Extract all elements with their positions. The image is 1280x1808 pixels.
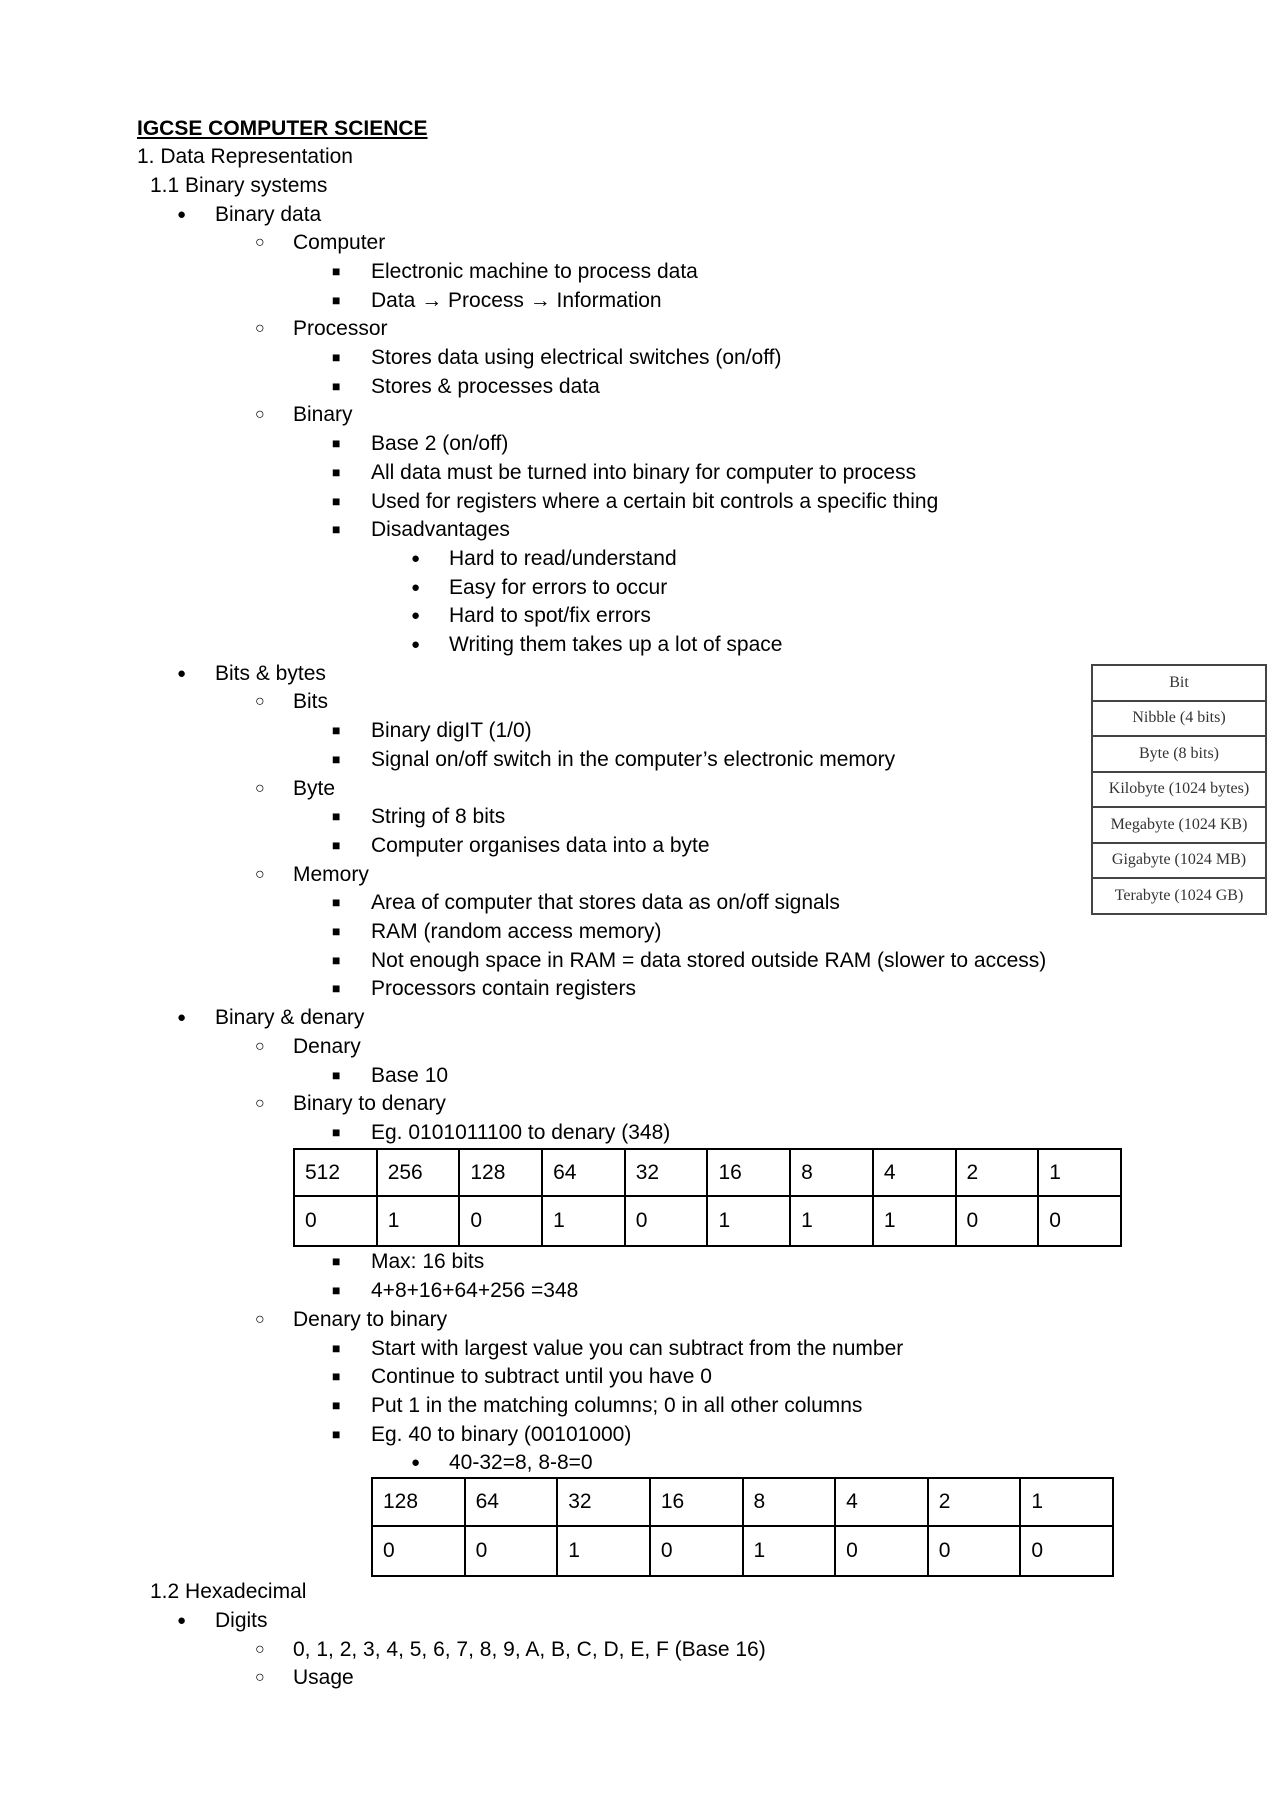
bullet-square bbox=[332, 918, 340, 947]
table-cell: 0 bbox=[294, 1196, 377, 1246]
bullet-disc bbox=[411, 545, 420, 575]
section-heading: 1. Data Representation bbox=[137, 145, 353, 168]
bullet-square bbox=[332, 287, 340, 316]
bullet-square bbox=[332, 516, 340, 545]
subsection-heading: 1.1 Binary systems bbox=[150, 174, 328, 197]
table-cell: 0 bbox=[625, 1196, 708, 1246]
list-item: Eg. 0101011100 to denary (348) bbox=[371, 1121, 671, 1144]
table-cell: 1 bbox=[1038, 1149, 1121, 1196]
bullet-square bbox=[332, 459, 340, 488]
list-item-bits-bytes: Bits & bytes bbox=[215, 662, 326, 685]
list-item: Area of computer that stores data as on/off signals bbox=[371, 891, 840, 914]
list-item-binary: Binary bbox=[293, 403, 353, 426]
list-item-computer: Computer bbox=[293, 231, 386, 254]
list-item: Eg. 40 to binary (00101000) bbox=[371, 1423, 632, 1446]
list-item: Signal on/off switch in the computer’s electronic memory bbox=[371, 748, 896, 771]
list-item-binary-data: Binary data bbox=[215, 203, 322, 226]
table-cell: 0 bbox=[650, 1526, 743, 1576]
bullet-circle bbox=[255, 229, 265, 259]
list-item: 40-32=8, 8-8=0 bbox=[449, 1451, 593, 1474]
bullet-square bbox=[332, 947, 340, 976]
table-cell: 0 bbox=[928, 1526, 1021, 1576]
bullet-square bbox=[332, 488, 340, 517]
list-item-bits: Bits bbox=[293, 690, 329, 713]
bullet-disc bbox=[411, 1449, 420, 1479]
list-item-binary-denary: Binary & denary bbox=[215, 1006, 365, 1029]
table-cell: 8 bbox=[790, 1149, 873, 1196]
unit-cell: Kilobyte (1024 bytes) bbox=[1092, 772, 1266, 808]
bullet-square bbox=[332, 717, 340, 746]
bullet-square bbox=[332, 1392, 340, 1421]
list-item: Data → Process → Information bbox=[371, 289, 662, 312]
table-cell: 1 bbox=[873, 1196, 956, 1246]
list-item: RAM (random access memory) bbox=[371, 920, 662, 943]
unit-cell: Gigabyte (1024 MB) bbox=[1092, 843, 1266, 879]
bullet-circle bbox=[255, 775, 265, 805]
list-item: Not enough space in RAM = data stored outside RAM (slower to access) bbox=[371, 949, 1047, 972]
list-item: Stores & processes data bbox=[371, 375, 600, 398]
list-item: String of 8 bits bbox=[371, 805, 506, 828]
bullet-disc bbox=[411, 602, 420, 632]
bullet-square bbox=[332, 1363, 340, 1392]
bullet-square bbox=[332, 1119, 340, 1148]
table-cell: 1 bbox=[1020, 1478, 1113, 1526]
unit-cell: Byte (8 bits) bbox=[1092, 736, 1266, 772]
bullet-square bbox=[332, 1421, 340, 1450]
unit-cell: Bit bbox=[1092, 665, 1266, 701]
bullet-circle bbox=[255, 1636, 265, 1666]
table-cell: 32 bbox=[625, 1149, 708, 1196]
table-cell: 0 bbox=[956, 1196, 1039, 1246]
list-item: Hard to spot/fix errors bbox=[449, 604, 651, 627]
table-cell: 1 bbox=[377, 1196, 460, 1246]
table-cell: 128 bbox=[459, 1149, 542, 1196]
list-item: All data must be turned into binary for computer to process bbox=[371, 461, 917, 484]
subsection-heading: 1.2 Hexadecimal bbox=[150, 1580, 307, 1603]
list-item: Binary digIT (1/0) bbox=[371, 719, 532, 742]
list-item-processor: Processor bbox=[293, 317, 388, 340]
bullet-disc bbox=[411, 631, 420, 661]
list-item-denary: Denary bbox=[293, 1035, 361, 1058]
list-item: Stores data using electrical switches (on/off) bbox=[371, 346, 782, 369]
bullet-circle bbox=[255, 315, 265, 345]
bullet-square bbox=[332, 1062, 340, 1091]
bullet-disc bbox=[177, 201, 186, 231]
list-item-digits: Digits bbox=[215, 1609, 268, 1632]
binary-to-denary-table bbox=[293, 1148, 1122, 1247]
bullet-square bbox=[332, 373, 340, 402]
table-cell: 0 bbox=[465, 1526, 558, 1576]
table-cell: 1 bbox=[542, 1196, 625, 1246]
bullet-square bbox=[332, 1248, 340, 1277]
list-item-memory: Memory bbox=[293, 863, 369, 886]
unit-cell: Terabyte (1024 GB) bbox=[1092, 878, 1266, 914]
list-item-usage: Usage bbox=[293, 1666, 354, 1689]
table-cell: 512 bbox=[294, 1149, 377, 1196]
table-cell: 2 bbox=[928, 1478, 1021, 1526]
bullet-disc bbox=[411, 574, 420, 604]
bullet-square bbox=[332, 344, 340, 373]
bullet-disc bbox=[177, 1607, 186, 1637]
list-item: Writing them takes up a lot of space bbox=[449, 633, 783, 656]
bullet-circle bbox=[255, 1033, 265, 1063]
bullet-square bbox=[332, 430, 340, 459]
list-item: Base 2 (on/off) bbox=[371, 432, 509, 455]
list-item: Hard to read/understand bbox=[449, 547, 677, 570]
bullet-square bbox=[332, 1277, 340, 1306]
bullet-disc bbox=[177, 1004, 186, 1034]
table-cell: 128 bbox=[372, 1478, 465, 1526]
bullet-square bbox=[332, 258, 340, 287]
table-cell: 4 bbox=[873, 1149, 956, 1196]
list-item: Electronic machine to process data bbox=[371, 260, 698, 283]
table-cell: 0 bbox=[1020, 1526, 1113, 1576]
list-item: Put 1 in the matching columns; 0 in all other columns bbox=[371, 1394, 863, 1417]
bullet-square bbox=[332, 832, 340, 861]
table-cell: 1 bbox=[743, 1526, 836, 1576]
list-item: Base 10 bbox=[371, 1064, 449, 1087]
table-cell: 8 bbox=[743, 1478, 836, 1526]
table-cell: 32 bbox=[557, 1478, 650, 1526]
list-item: Computer organises data into a byte bbox=[371, 834, 710, 857]
bullet-square bbox=[332, 803, 340, 832]
table-cell: 0 bbox=[835, 1526, 928, 1576]
list-item: Max: 16 bits bbox=[371, 1250, 485, 1273]
table-cell: 16 bbox=[707, 1149, 790, 1196]
bullet-circle bbox=[255, 401, 265, 431]
bullet-circle bbox=[255, 1306, 265, 1336]
unit-cell: Megabyte (1024 KB) bbox=[1092, 807, 1266, 843]
list-item-denary-to-binary: Denary to binary bbox=[293, 1308, 448, 1331]
table-cell: 2 bbox=[956, 1149, 1039, 1196]
list-item: Processors contain registers bbox=[371, 977, 636, 1000]
list-item-byte: Byte bbox=[293, 777, 336, 800]
bullet-circle bbox=[255, 861, 265, 891]
table-cell: 1 bbox=[707, 1196, 790, 1246]
list-item-binary-to-denary: Binary to denary bbox=[293, 1092, 446, 1115]
bullet-square bbox=[332, 975, 340, 1004]
table-cell: 0 bbox=[459, 1196, 542, 1246]
bullet-square bbox=[332, 746, 340, 775]
table-cell: 16 bbox=[650, 1478, 743, 1526]
bullet-square bbox=[332, 889, 340, 918]
denary-to-binary-table bbox=[371, 1477, 1114, 1577]
table-cell: 4 bbox=[835, 1478, 928, 1526]
list-item: 4+8+16+64+256 =348 bbox=[371, 1279, 579, 1302]
document-title: IGCSE COMPUTER SCIENCE bbox=[137, 117, 428, 140]
unit-cell: Nibble (4 bits) bbox=[1092, 701, 1266, 737]
list-item: Easy for errors to occur bbox=[449, 576, 668, 599]
bullet-disc bbox=[177, 660, 186, 690]
table-cell: 0 bbox=[372, 1526, 465, 1576]
table-cell: 256 bbox=[377, 1149, 460, 1196]
list-item: Used for registers where a certain bit controls a specific thing bbox=[371, 490, 939, 513]
bullet-circle bbox=[255, 1664, 265, 1694]
bullet-circle bbox=[255, 1090, 265, 1120]
table-cell: 64 bbox=[465, 1478, 558, 1526]
data-units-table bbox=[1091, 664, 1267, 915]
list-item: 0, 1, 2, 3, 4, 5, 6, 7, 8, 9, A, B, C, D, E, F (Base 16) bbox=[293, 1638, 766, 1661]
list-item: Continue to subtract until you have 0 bbox=[371, 1365, 712, 1388]
bullet-circle bbox=[255, 688, 265, 718]
bullet-square bbox=[332, 1335, 340, 1364]
table-cell: 0 bbox=[1038, 1196, 1121, 1246]
table-cell: 64 bbox=[542, 1149, 625, 1196]
list-item-disadvantages: Disadvantages bbox=[371, 518, 510, 541]
list-item: Start with largest value you can subtract from the number bbox=[371, 1337, 904, 1360]
table-cell: 1 bbox=[557, 1526, 650, 1576]
table-cell: 1 bbox=[790, 1196, 873, 1246]
